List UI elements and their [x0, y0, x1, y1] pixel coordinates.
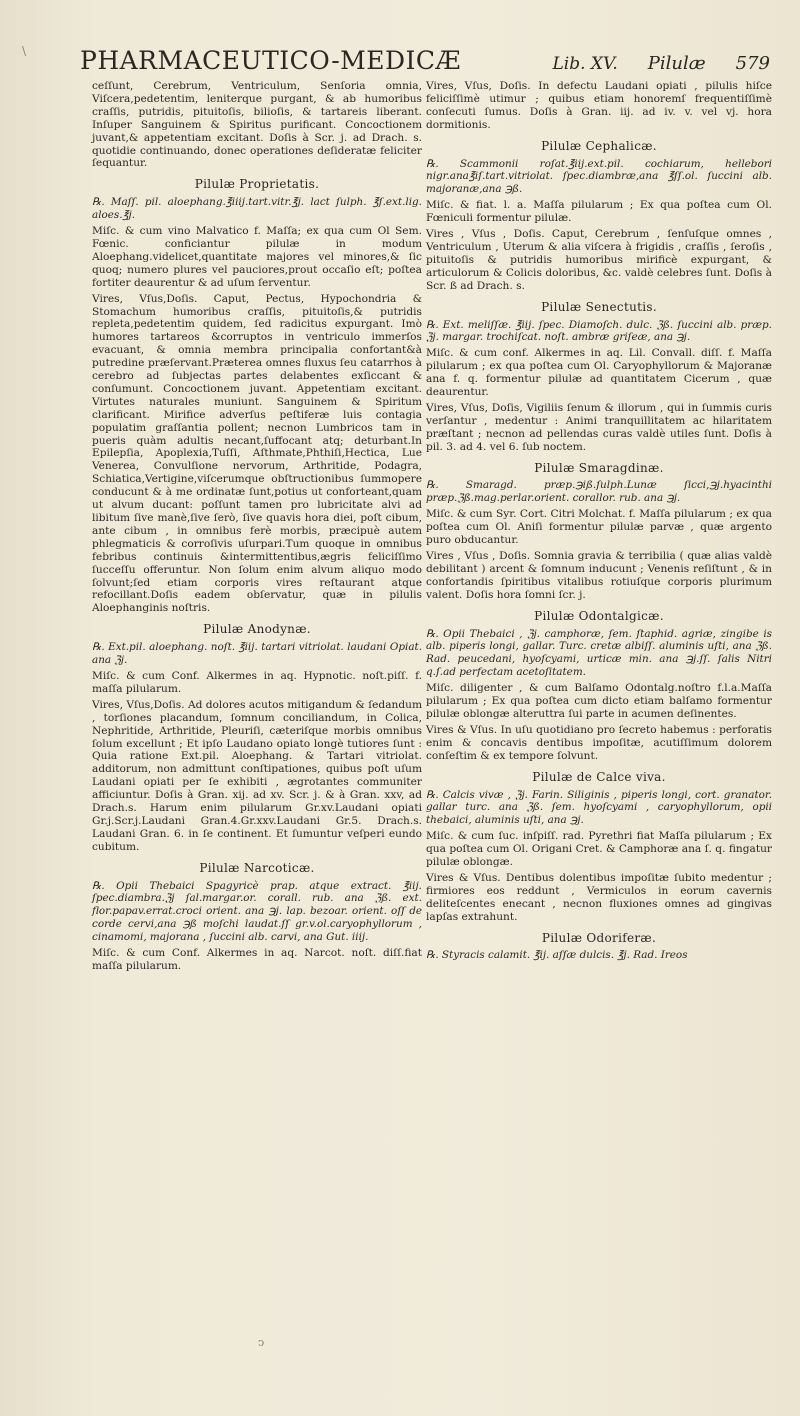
page-corner-mark: \	[22, 44, 27, 58]
footer-mark: ↄ	[258, 1336, 265, 1349]
paragraph: Vires, Vſus, Doſis. In defectu Laudani opiati , pilulis hiſce feliciſſimè utimur ; quibus etiam honoremſ frequentiſſimè conſecuti ſumus. Doſis à Gran. iij. ad iv. v. vel vj. hora dormitionis.	[426, 80, 772, 131]
recipe-heading: Pilulæ de Calce viva.	[532, 769, 666, 784]
paragraph: Vires & Vſus. In uſu quotidiano pro ſecreto habemus : perforatis enim & concavis dentibus impoſitæ, acutiſſimum dolorem conſeſtim & ex tempore ſolvunt.	[426, 723, 772, 762]
running-title: PHARMACEUTICO-MEDICÆ	[80, 46, 462, 75]
paragraph: Miſc. & cum vino Malvatico f. Maſſa; ex qua cum Ol Sem. Fœnic. conficiantur pilulæ in modum Aloephang.videlicet,quantitate majores vel minores,& ſic quoq; numero plures vel pauciores,prout occaſio eſt; poſtea fortiter deaurentur & ad uſum ſerventur.	[92, 225, 422, 289]
ingredient-list: ℞. Styracis calamit. ℥ij. aſſæ dulcis. ℥j. Rad. Ireos	[426, 949, 688, 962]
ingredient-list: ℞. Ext.pil. aloephang. noſt. ℥iij. tartari vitriolat. laudani Opiat. ana ℨj.	[92, 641, 422, 667]
left-column	[92, 80, 422, 976]
recipe-heading: Pilulæ Cephalicæ.	[541, 138, 657, 153]
paragraph: Miſc. & cum Conf. Alkermes in aq. Hypnotic. noſt.piſſ. f. maſſa pilularum.	[92, 669, 422, 695]
ingredient-list: ℞. Calcis vivæ , ℨj. Farin. Siliginis , piperis longi, cort. granator. gallar turc. ana ℨß. ſem. hyoſcyami , caryophyllorum, opii thebaici, aluminis uſti, ana ℈j.	[426, 788, 772, 827]
paragraph: Vires , Vſus , Doſis. Somnia gravia & terribilia ( quæ alias valdè debilitant ) arcent & ſomnum inducunt ; Venenis reſiſtunt , & in confortandis ſpiritibus vitalibus rotiuſque corporis plurimum valent. Doſis hora ſomni ſcr. j.	[426, 550, 772, 601]
ingredient-list: ℞. Opii Thebaici , ℨj. camphoræ, ſem. ſtaphid. agriæ, zingibe is alb. piperis longi, gallar. Turc. cretæ albiſſ. aluminis uſti, ana ℨß. Rad. peucedani, hyoſcyami, urticæ min. ana ℈j.ſſ. ſalis Nitri q.ſ.ad perfectam acetoſitatem.	[426, 627, 772, 679]
paragraph: Miſc. & fiat. l. a. Maſſa pilularum ; Ex qua poſtea cum Ol. Fœniculi formentur pilulæ.	[426, 199, 772, 225]
recipe-heading: Pilulæ Proprietatis.	[194, 177, 320, 192]
recipe-heading: Pilulæ Anodynæ.	[203, 622, 311, 637]
ingredient-list: ℞. Maſſ. pil. aloephang.℥iiij.tart.vitr.℥j. lact ſulph. ℥ſ.ext.lig. aloes.℥j.	[92, 196, 422, 222]
paragraph: ceſſunt, Cerebrum, Ventriculum, Senſoria omnia, Viſcera,pedetentim, leniterque purgant, & ab humoribus craſſis, putridis, pituitoſis, bilioſis, & tartareis liberant. Inſuper Sanguinem & Spiritus purificant. Concoctionem juvant,& appetentiam excitant. Doſis à Scr. j. ad Drach. s. quotidie continuando, donec operationes deſideratæ feliciter ſequantur.	[92, 80, 422, 170]
paragraph: Miſc. & cum ſuc. inſpiſſ. rad. Pyrethri fiat Maſſa pilularum ; Ex qua poſtea cum Ol. Origani Cret. & Camphoræ ana ſ. q. fingatur pilulæ oblongæ.	[426, 830, 772, 869]
paragraph: Vires, Vſus, Doſis, Vigiliis ſenum & illorum , qui in ſummis curis verſantur , medentur : Animi tranquillitatem ac hilaritatem præſtant ; necnon ad pellendas curas valdè utiles ſunt. Doſis à pil. 3. ad 4. vel 6. ſub noctem.	[426, 401, 772, 453]
ingredient-list: ℞. Opii Thebaici Spagyricè prap. atque extract. ℥iij. ſpec.diambra.ℨj ſal.margar.or. corall. rub. ana ℨß. ext. flor.papav.errat.croci orient. ana ℈j. lap. bezoar. orient. oſſ de corde cervi,ana ℈ß moſchi laudat.ſſ gr.v.ol.caryophyllorum , cinamomi, majorana , ſuccini alb. carvi, ana Gut. iiij.	[92, 879, 422, 944]
paragraph: Vires , Vſus , Doſis. Caput, Cerebrum , ſenſuſque omnes , Ventriculum , Uterum & alia viſcera à frigidis , craſſis , ſeroſis , pituitoſis & putridis humoribus mirificè expurgant, & articulorum & Colicis doloribus, &c. valdè celebres ſunt. Doſis à Scr. ß ad Drach. s.	[426, 228, 772, 292]
paragraph: Vires, Vſus,Doſis. Ad dolores acutos mitigandum & ſedandum , torſiones placandum, ſomnum conciliandum, in Colica, Nephritide, Arthritide, Pleuriſi, cæteriſque morbis omnibus ſolum excellunt ; Et ipſo Laudano opiato longè tutiores ſunt : Quia ratione Ext.pil. Aloephang. & Tartari vitriolat. additorum, non admittunt conſtipationes, quibus poſt uſum Laudani opiati per ſe exhibiti , ægrotantes communiter afficiuntur. Doſis à Gran. xij. ad xv. Scr. j. & à Gran. xxv, ad Drach.s. Harum enim pilularum Gr.xv.Laudani opiati Gr.j.Scr.j.Laudani Gran.4.Gr.xxv.Laudani Gr.5. Drach.s. Laudani Gran. 6. in ſe continent. Et ſumuntur veſperi eundo cubitum.	[92, 698, 422, 853]
right-column	[426, 80, 772, 965]
paragraph: Vires, Vſus,Doſis. Caput, Pectus, Hypochondria & Stomachum humoribus craſſis, pituitoſis,& putridis repleta,pedetentim quidem, ſed radicitus expurgant. Imò humores tartareos &corruptos in ventriculo immerſos evacuant, & omnia membra principalia confortant&à putredine præſervant.Præterea omnes fluxus ſeu catarrhos à cerebro ad ſubjectas partes delabentes exſiccant & conſumunt. Concoctionem juvant. Appetentiam excitant. Virtutes naturales muniunt. Sanguinem & Spiritum clarificant. Mirifice adverſus peſtiferæ luis contagia populatim graſſantia pollent; necnon Lumbricos tam in pueris quàm adultis necant,ſuffocant atq; deturbant.In Epilepſia, Apoplexia,Tuſſi, Aſthmate,Phthiſi,Hectica, Lue Venerea, Convulſione nervorum, Arthritide, Podagra, Schiatica,Vertigine,viſcerumque obſtructionibus ſummopere conducunt & à me ordinatæ ſunt,potius ut conforteant,quam ut alvum ducant: poſſunt tamen pro lubricitate alvi ad libitum ſive manè,ſive ſerò, ſive quavis hora diei, poſt cibum, ante cibum , in omnibus ferè morbis, præcipuè autem phlegmaticis & corroſivis uſurpari.Tum quoque in omnibus febribus continuis &intermittentibus,ægris feliciſſimo ſucceſſu offeruntur. Non ſolum enim alvum aliquo modo ſolvunt;ſed etiam corporis vires reſtaurant atque refocillant.Doſis eadem obſervatur, quæ in pilulis Aloephanginis noſtris.	[92, 292, 422, 615]
paragraph: Vires & Vſus. Dentibus dolentibus impoſitæ ſubito medentur ; firmiores eos reddunt , Vermiculos in eorum cavernis deliteſcentes enecant , necnon fluxiones omnes ad gingivas lapſas extrahunt.	[426, 871, 772, 923]
paragraph: Miſc. diligenter , & cum Balſamo Odontalg.noſtro f.l.a.Maſſa pilularum ; Ex qua poſtea cum dicto etiam balſamo formentur pilulæ oblongæ alteruttra ſui parte in acumen deſinentes.	[426, 682, 772, 720]
ingredient-list: ℞. Ext. meliſſæ. ℥iij. ſpec. Diamoſch. dulc. ℨß. ſuccini alb. præp. ℨj. margar. trochiſcat. noſt. ambræ griſeæ, ana ℈j.	[426, 318, 772, 344]
book-number: Lib. XV.	[552, 54, 618, 74]
recipe-heading: Pilulæ Narcoticæ.	[199, 860, 315, 875]
recipe-heading: Pilulæ Odoriferæ.	[541, 930, 657, 945]
section-word: Pilulæ	[647, 53, 706, 74]
paragraph: Miſc. & cum conf. Alkermes in aq. Lil. Convall. diſſ. f. Maſſa pilularum ; ex qua poſtea cum Ol. Caryophyllorum & Majoranæ ana f. q. formentur pilulæ ad quantitatem Cicerum , quæ deaurentur.	[426, 347, 772, 399]
recipe-heading: Pilulæ Senectutis.	[541, 299, 657, 314]
recipe-heading: Pilulæ Smaragdinæ.	[534, 460, 664, 475]
ingredient-list: ℞. Smaragd. præp.℈iß.ſulph.Lunæ ſicci,℈j.hyacinthi præp.ℨß.mag.perlar.orient. corallor. rub. ana ℈j.	[426, 479, 772, 505]
recipe-heading: Pilulæ Odontalgicæ.	[534, 608, 664, 623]
paragraph: Miſc. & cum Syr. Cort. Citri Molchat. f. Maſſa pilularum ; ex qua poſtea cum Ol. Aniſi formentur pilulæ parvæ , quæ argento puro obducantur.	[426, 508, 772, 547]
ingredient-list: ℞. Scammonii roſat.℥iij.ext.pil. cochiarum, hellebori nigr.ana℥iſ.tart.vitriolat. ſpec.diambræ,ana ℥ſſ.ol. ſuccini alb. majoranæ,ana ℈ß.	[426, 157, 772, 196]
paragraph: Miſc. & cum Conf. Alkermes in aq. Narcot. noſt. diſſ.fiat maſſa pilularum.	[92, 947, 422, 972]
page-number: 579	[735, 53, 770, 74]
running-header	[80, 46, 770, 80]
